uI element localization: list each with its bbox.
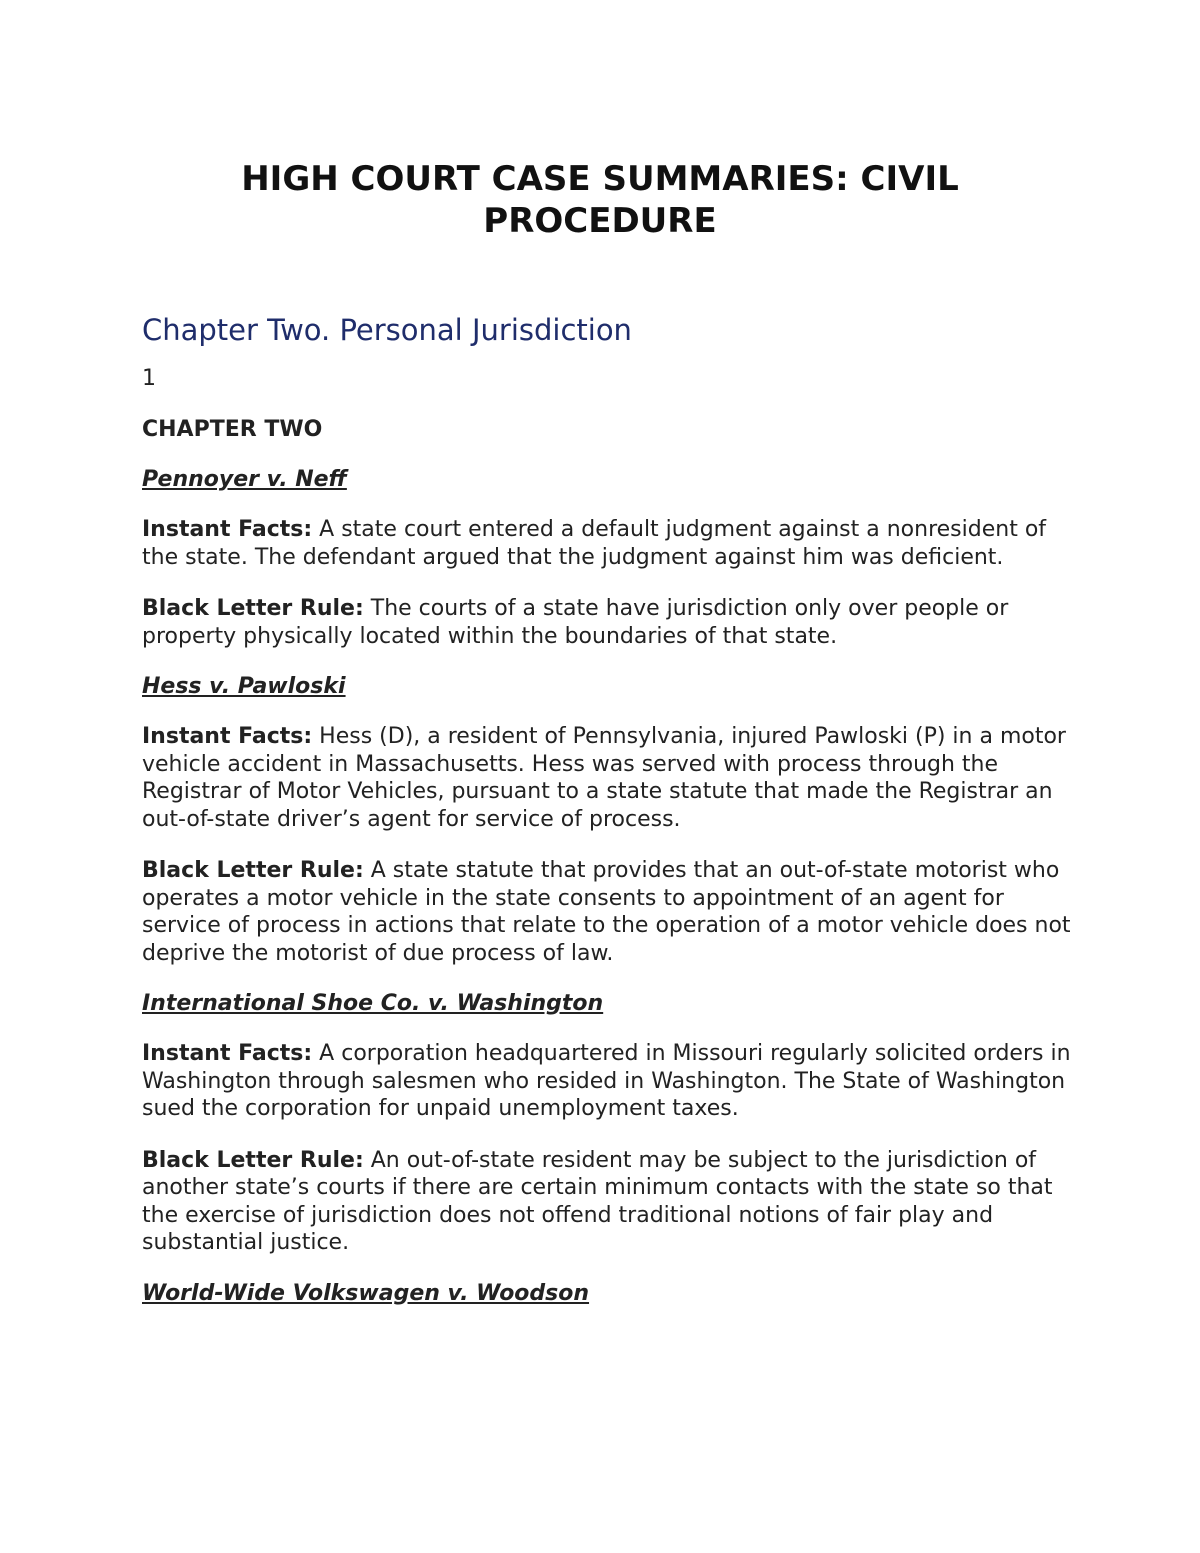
instant-facts: [142, 723, 1072, 833]
black-letter-rule-text: An out-of-state resident may be subject to the jurisdiction of another state’s courts if there are certain minimum contacts with the state so that the exercise of jurisdiction does not offend traditional notions of fair play and substantial justice.: [142, 1147, 1053, 1255]
case-title: Pennoyer v. Neff: [142, 467, 347, 492]
instant-facts: [142, 1040, 1072, 1123]
black-letter-rule: [142, 595, 1072, 650]
case-title: International Shoe Co. v. Washington: [142, 991, 604, 1016]
black-letter-rule: [142, 857, 1072, 967]
instant-facts-text: A corporation headquartered in Missouri regularly solicited orders in Washington through salesmen who resided in Washington. The State of Washington sued the corporation for unpaid unemployment taxes.: [142, 1041, 1071, 1121]
instant-facts-text: A state court entered a default judgment against a nonresident of the state. The defendant argued that the judgment against him was deficient.: [142, 517, 1047, 570]
instant-facts-label: Instant Facts:: [142, 724, 313, 749]
instant-facts-text: Hess (D), a resident of Pennsylvania, injured Pawloski (P) in a motor vehicle accident in Massachusetts. Hess was served with process through the Registrar of Motor Vehicles, pursuant to a state statute that made the Registrar an out-of-state driver’s agent for service of process.: [142, 724, 1066, 832]
page-number: 1: [142, 366, 156, 391]
instant-facts-label: Instant Facts:: [142, 1041, 313, 1066]
instant-facts: [142, 516, 1072, 571]
instant-facts-label: Instant Facts:: [142, 517, 313, 542]
black-letter-rule: [142, 1147, 1072, 1257]
chapter-heading: Chapter Two. Personal Jurisdiction: [142, 313, 632, 347]
document-title: HIGH COURT CASE SUMMARIES: CIVIL PROCEDURE: [241, 159, 959, 241]
black-letter-rule-label: Black Letter Rule:: [142, 1147, 364, 1173]
black-letter-rule-text: The courts of a state have jurisdiction only over people or property physically located within the boundaries of that state.: [142, 596, 1009, 649]
black-letter-rule-label: Black Letter Rule:: [142, 858, 364, 883]
black-letter-rule-text: A state statute that provides that an out-of-state motorist who operates a motor vehicle in the state consents to appointment of an agent for service of process in actions that relate to the operation of a motor vehicle does not deprive the motorist of due process of law.: [142, 858, 1071, 966]
case-title: Hess v. Pawloski: [142, 674, 346, 699]
black-letter-rule-label: Black Letter Rule:: [142, 596, 364, 621]
case-list: [142, 467, 1072, 1330]
case-title: World-Wide Volkswagen v. Woodson: [142, 1280, 590, 1306]
chapter-label: CHAPTER TWO: [142, 417, 323, 442]
